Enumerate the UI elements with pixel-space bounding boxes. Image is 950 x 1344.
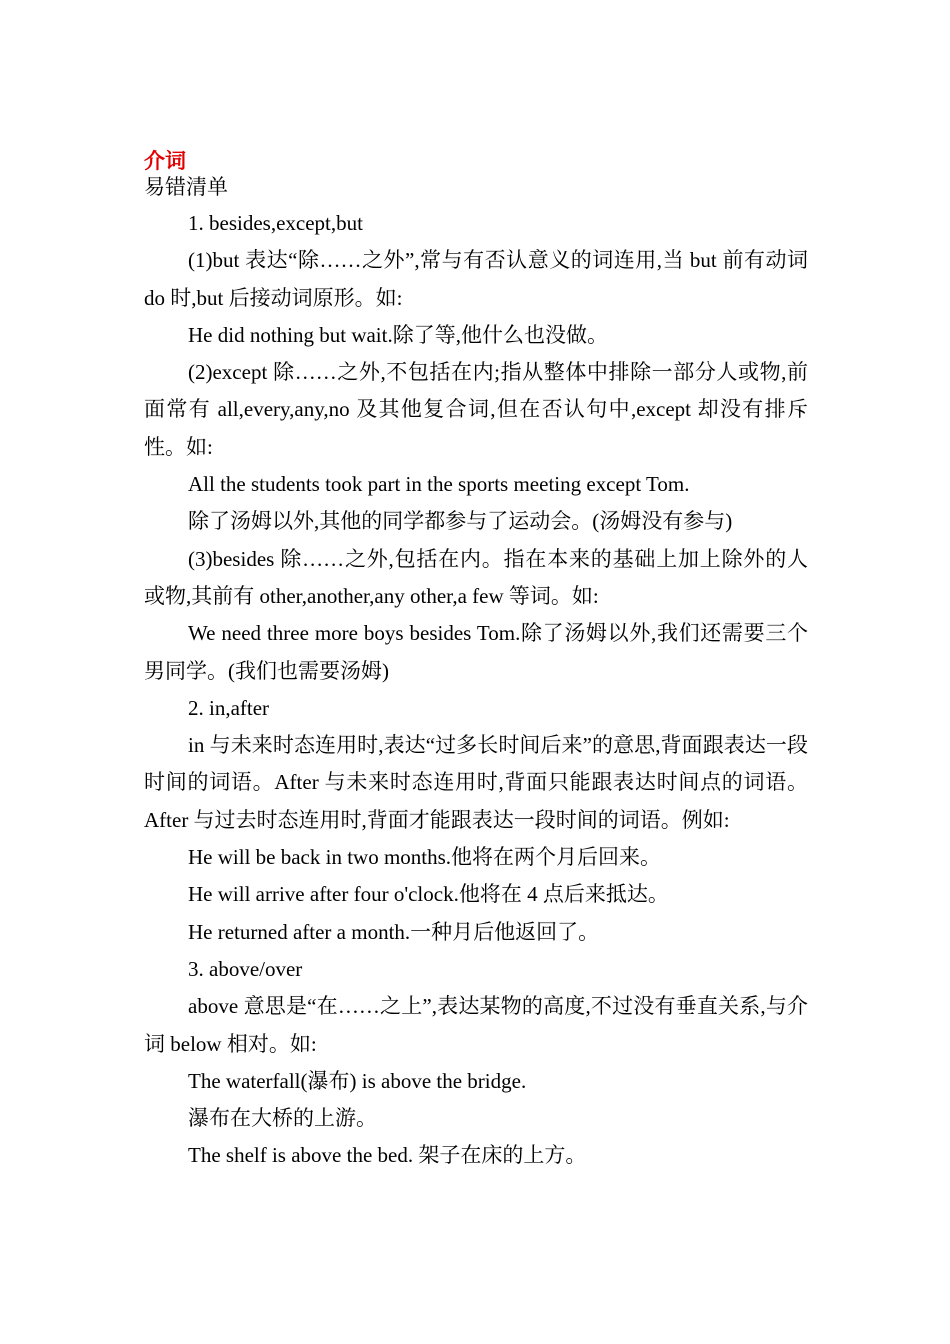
section-title: 介词 bbox=[144, 149, 186, 173]
paragraph: 2. in,after bbox=[188, 695, 270, 720]
example-translation: 除了汤姆以外,其他的同学都参与了运动会。(汤姆没有参与) bbox=[188, 509, 733, 534]
example-sentence: We need three more boys besides Tom.除了汤姆以外,我们还需要三个男同学。(我们也需要汤姆) bbox=[144, 621, 808, 683]
example-sentence: The waterfall(瀑布) is above the bridge. bbox=[188, 1068, 527, 1093]
paragraph: 3. above/over bbox=[188, 956, 303, 981]
paragraph: in 与未来时态连用时,表达“过多长时间后来”的意思,背面跟表达一段时间的词语。After 与未来时态连用时,背面只能跟表达时间点的词语。After 与过去时态连用时,背面才能跟表达一段时间的词语。例如: bbox=[144, 733, 808, 832]
example-sentence: He did nothing but wait.除了等,他什么也没做。 bbox=[188, 322, 608, 347]
paragraph: (1)but 表达“除……之外”,常与有否认意义的词连用,当 but 前有动词 do 时,but 后接动词原形。如: bbox=[144, 248, 808, 310]
example-sentence: All the students took part in the sports meeting except Tom. bbox=[188, 472, 690, 497]
section-subtitle: 易错清单 bbox=[144, 175, 228, 199]
example-sentence: The shelf is above the bed. 架子在床的上方。 bbox=[188, 1143, 587, 1168]
paragraph: 1. besides,except,but bbox=[188, 211, 363, 235]
example-sentence: He will be back in two months.他将在两个月后回来。 bbox=[188, 845, 662, 870]
example-sentence: He will arrive after four o'clock.他将在 4 点后来抵达。 bbox=[188, 882, 669, 907]
example-translation: 瀑布在大桥的上游。 bbox=[188, 1106, 377, 1131]
paragraph: above 意思是“在……之上”,表达某物的高度,不过没有垂直关系,与介词 below 相对。如: bbox=[144, 994, 808, 1056]
paragraph: (3)besides 除……之外,包括在内。指在本来的基础上加上除外的人或物,其前有 other,another,any other,a few 等词。如: bbox=[144, 546, 808, 608]
document-body bbox=[144, 205, 808, 1175]
paragraph: (2)except 除……之外,不包括在内;指从整体中排除一部分人或物,前面常有 all,every,any,no 及其他复合词,但在否认句中,except 却没有排斥性。如: bbox=[144, 360, 808, 459]
example-sentence: He returned after a month.一种月后他返回了。 bbox=[188, 919, 600, 944]
